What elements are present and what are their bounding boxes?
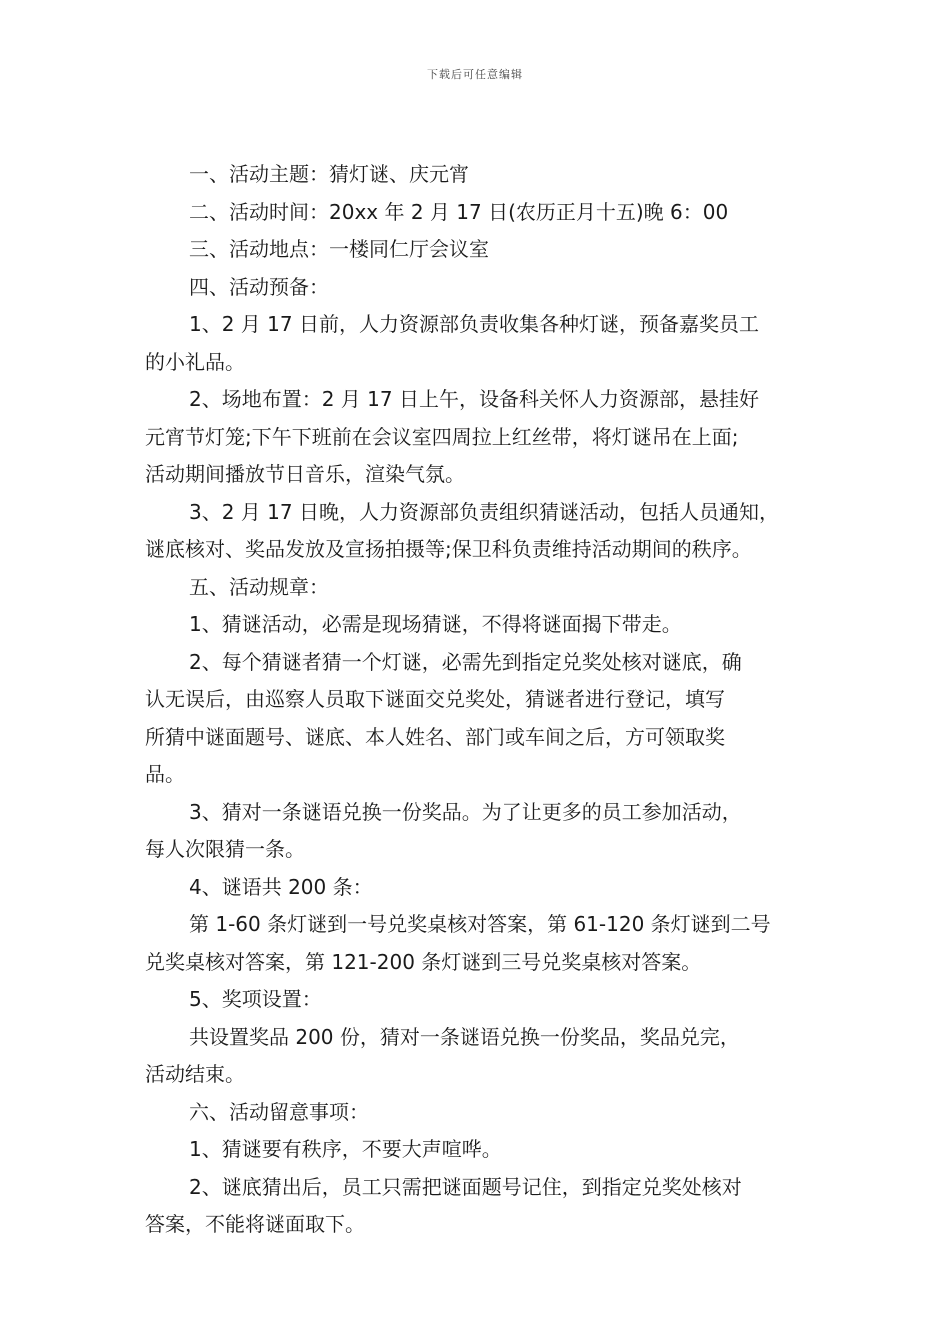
text-line: 3、2 月 17 日晚，人力资源部负责组织猜谜活动，包括人员通知，: [189, 499, 779, 524]
page-header: 下载后可任意编辑: [427, 68, 523, 81]
text-line: 认无误后，由巡察人员取下谜面交兑奖处，猜谜者进行登记，填写: [145, 687, 725, 711]
text-line: 二、活动时间：20xx 年 2 月 17 日(农历正月十五)晚 6：00: [189, 199, 729, 224]
text-line: 1、2 月 17 日前，人力资源部负责收集各种灯谜，预备嘉奖员工: [189, 312, 759, 336]
text-line: 品。: [145, 762, 185, 786]
text-line: 2、每个猜谜者猜一个灯谜，必需先到指定兑奖处核对谜底，确: [189, 649, 742, 674]
text-line: 元宵节灯笼;下午下班前在会议室四周拉上红丝带，将灯谜吊在上面;: [145, 424, 739, 449]
text-line: 2、谜底猜出后，员工只需把谜面题号记住，到指定兑奖处核对: [189, 1174, 742, 1199]
text-line: 1、猜谜要有秩序，不要大声喧哗。: [189, 1137, 502, 1161]
text-line: 谜底核对、奖品发放及宣扬拍摄等;保卫科负责维持活动期间的秩序。: [145, 537, 752, 561]
text-line: 3、猜对一条谜语兑换一份奖品。为了让更多的员工参加活动，: [189, 799, 742, 824]
text-line: 第 1-60 条灯谜到一号兑奖桌核对答案，第 61-120 条灯谜到二号: [189, 912, 771, 936]
text-line: 三、活动地点：一楼同仁厅会议室: [189, 237, 489, 261]
text-line: 一、活动主题：猜灯谜、庆元宵: [189, 162, 469, 186]
text-line: 活动期间播放节日音乐，渲染气氛。: [145, 462, 465, 486]
text-line: 1、猜谜活动，必需是现场猜谜，不得将谜面揭下带走。: [189, 612, 682, 636]
text-line: 六、活动留意事项：: [189, 1099, 369, 1124]
text-line: 四、活动预备：: [189, 274, 329, 299]
text-line: 的小礼品。: [145, 349, 245, 374]
text-line: 答案，不能将谜面取下。: [145, 1212, 365, 1236]
text-line: 2、场地布置：2 月 17 日上午，设备科关怀人力资源部，悬挂好: [189, 387, 759, 411]
text-line: 所猜中谜面题号、谜底、本人姓名、部门或车间之后，方可领取奖: [145, 724, 725, 749]
text-line: 4、谜语共 200 条：: [189, 874, 373, 899]
text-line: 5、奖项设置：: [189, 987, 322, 1011]
text-line: 兑奖桌核对答案，第 121-200 条灯谜到三号兑奖桌核对答案。: [145, 949, 702, 974]
text-line: 五、活动规章：: [189, 574, 329, 599]
text-line: 共设置奖品 200 份，猜对一条谜语兑换一份奖品，奖品兑完，: [189, 1024, 740, 1049]
text-line: 活动结束。: [145, 1062, 245, 1086]
text-line: 每人次限猜一条。: [145, 837, 305, 861]
document-body: [145, 156, 815, 1244]
